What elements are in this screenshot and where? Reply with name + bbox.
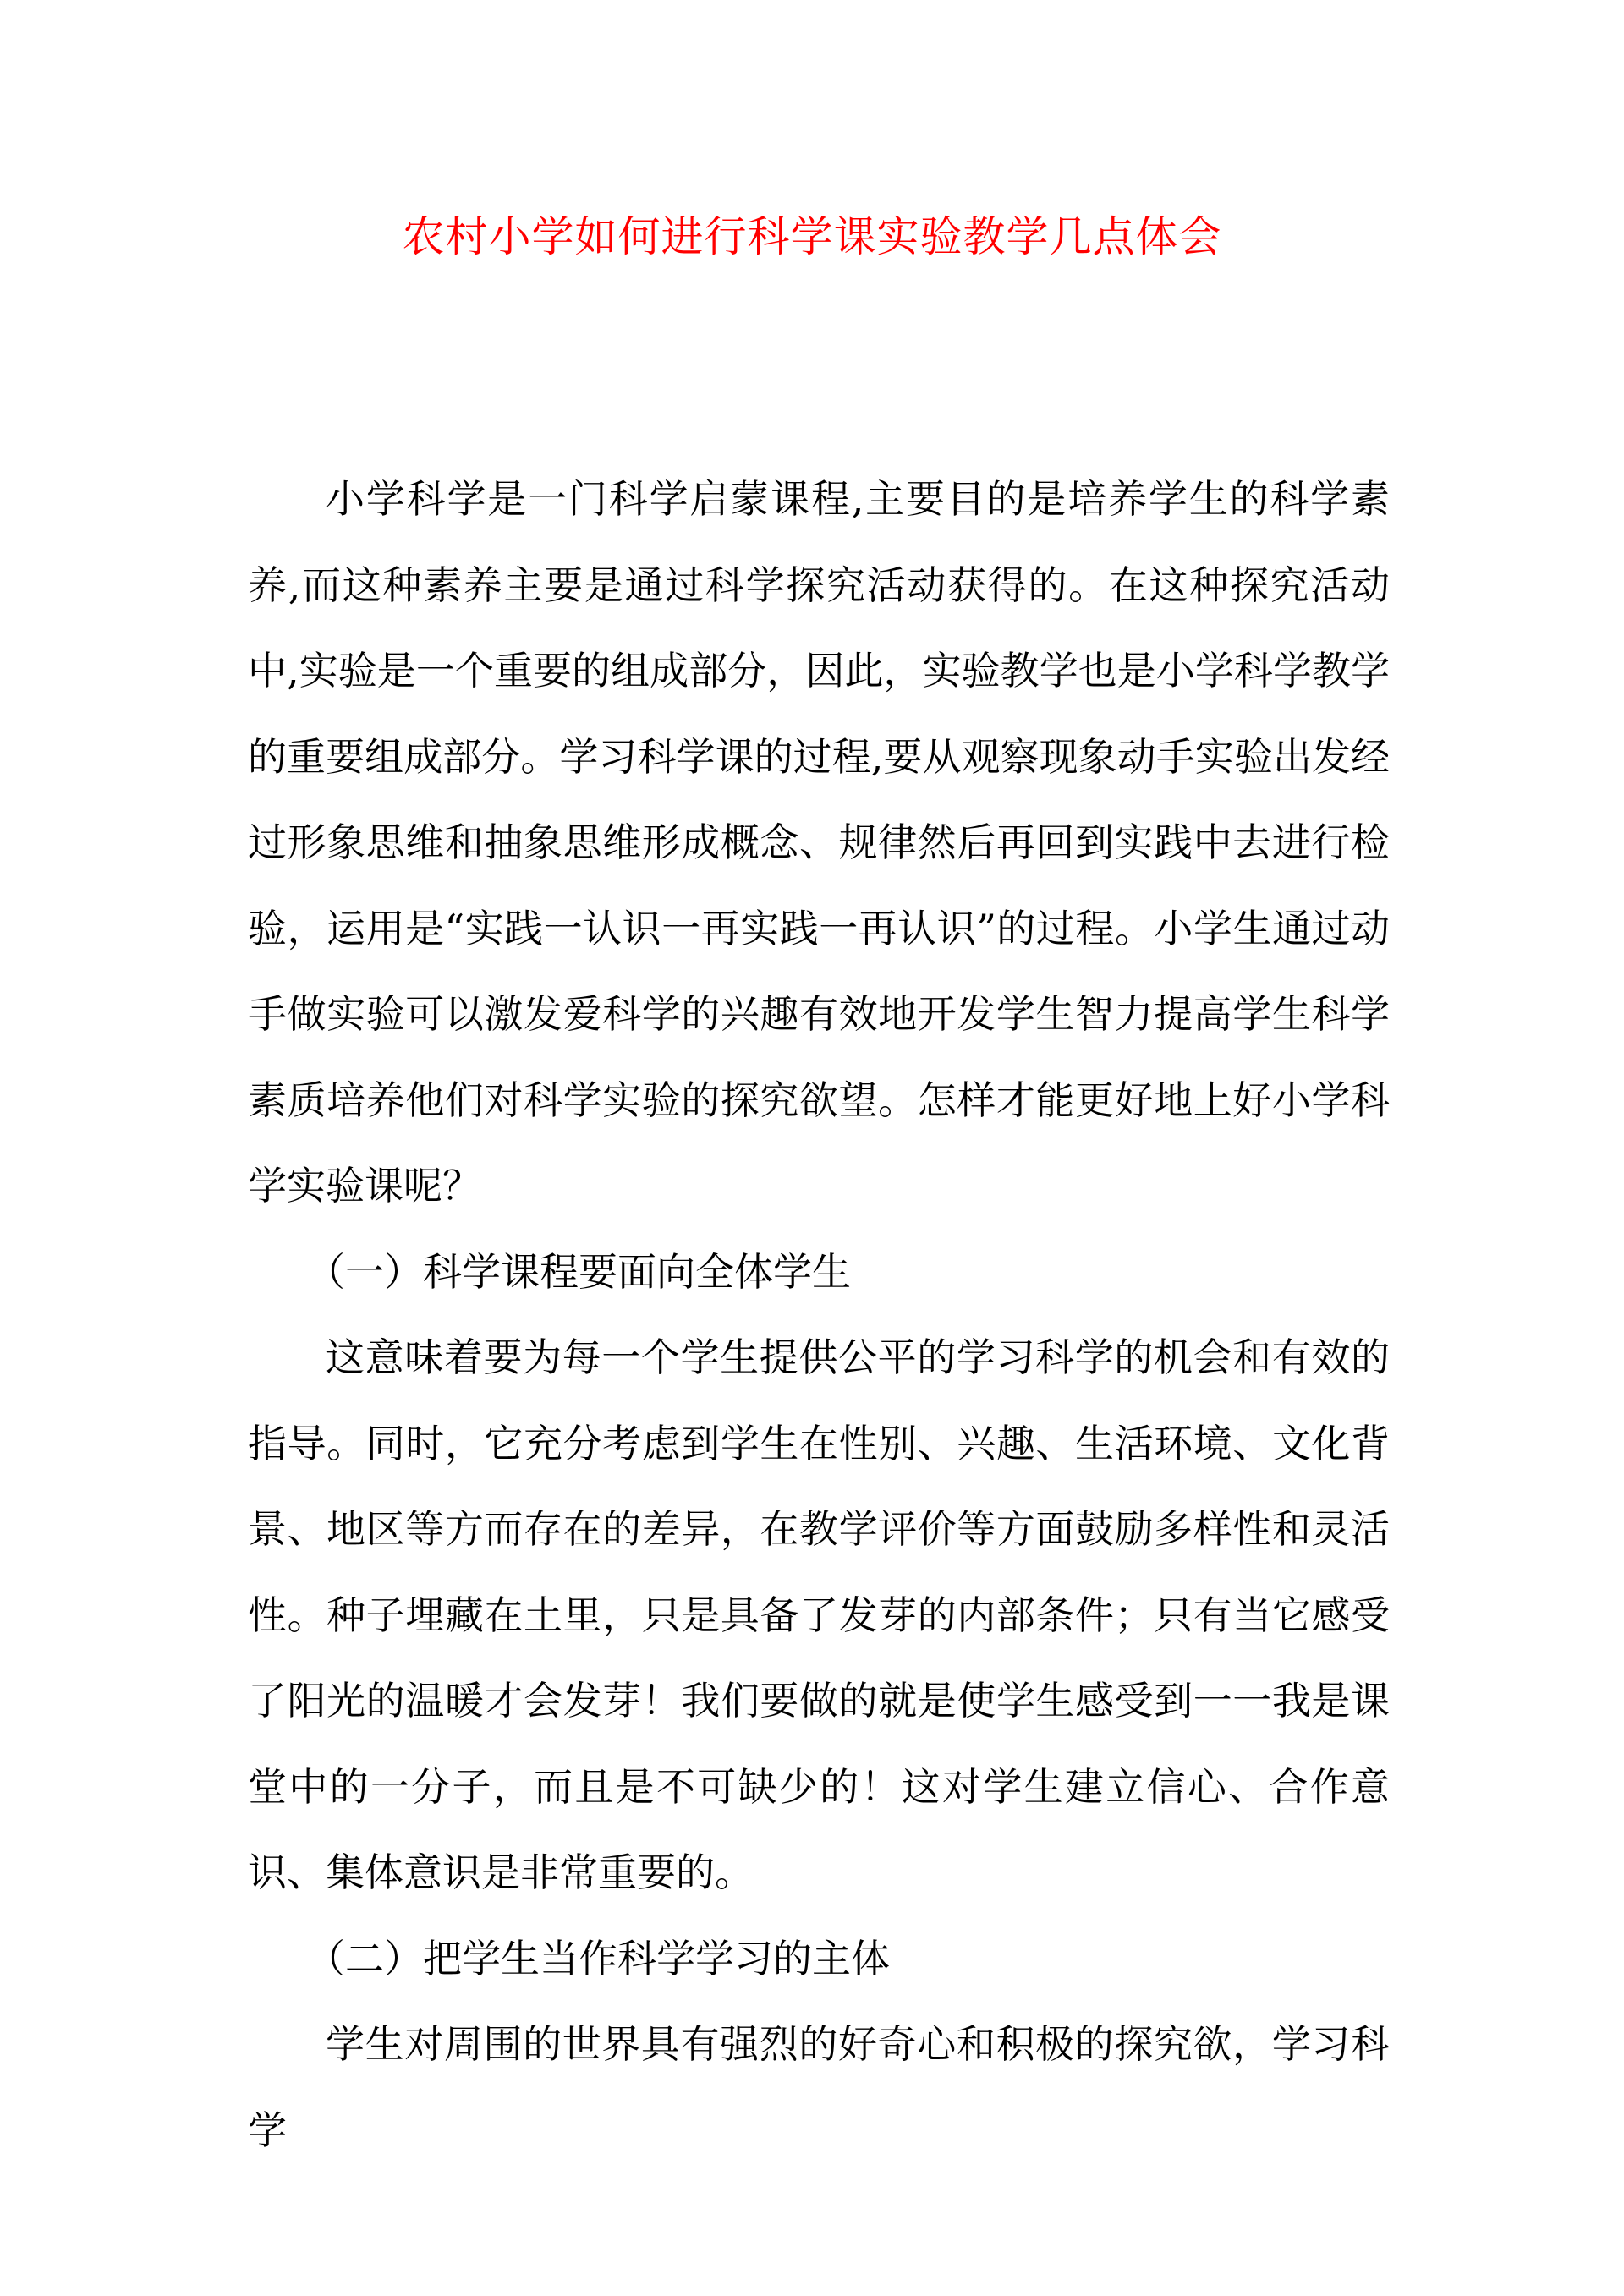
section-heading-2: （二）把学生当作科学学习的主体 [306,1935,890,1981]
paragraph-section-1: 这意味着要为每一个学生提供公平的学习科学的机会和有效的指导。同时，它充分考虑到学生在性别、兴趣、生活环境、文化背景、地区等方而存在的差异，在教学评价等方面鼓励多样性和灵活性。种子埋藏在土里，只是具备了发芽的内部条件；只有当它感受了阳光的温暖才会发芽！我们要做的就是使学生感受到一一我是课堂中的一分子，而且是不可缺少的！这对学生建立信心、合作意识、集体意识是非常重要的。 [248,1334,1390,1895]
document-title: 农村小学如何进行科学课实验教学几点体会 [402,212,1222,261]
paragraph-intro: 小学科学是一门科学启蒙课程,主要目的是培养学生的科学素养,而这种素养主要是通过科学探究活动获得的。在这种探究活动中,实验是一个重要的组成部分，因此，实验教学也是小学科学教学的重要组成部分。学习科学课的过程,要从观察现象动手实验出发经过形象思维和抽象思维形成概念、规律然后再回到实践中去进行检验，运用是“实践一认识一再实践一再认识”的过程。小学生通过动手做实验可以激发爱科学的兴趣有效地开发学生智力提高学生科学素质培养他们对科学实验的探究欲望。怎样才能更好地上好小学科学实验课呢？ [248,476,1390,1208]
section-heading-1: （一）科学课程要面向全体学生 [306,1248,851,1295]
paragraph-section-2: 学生对周围的世界具有强烈的好奇心和积极的探究欲，学习科学 [248,2021,1390,2153]
document-body [248,457,1390,2173]
